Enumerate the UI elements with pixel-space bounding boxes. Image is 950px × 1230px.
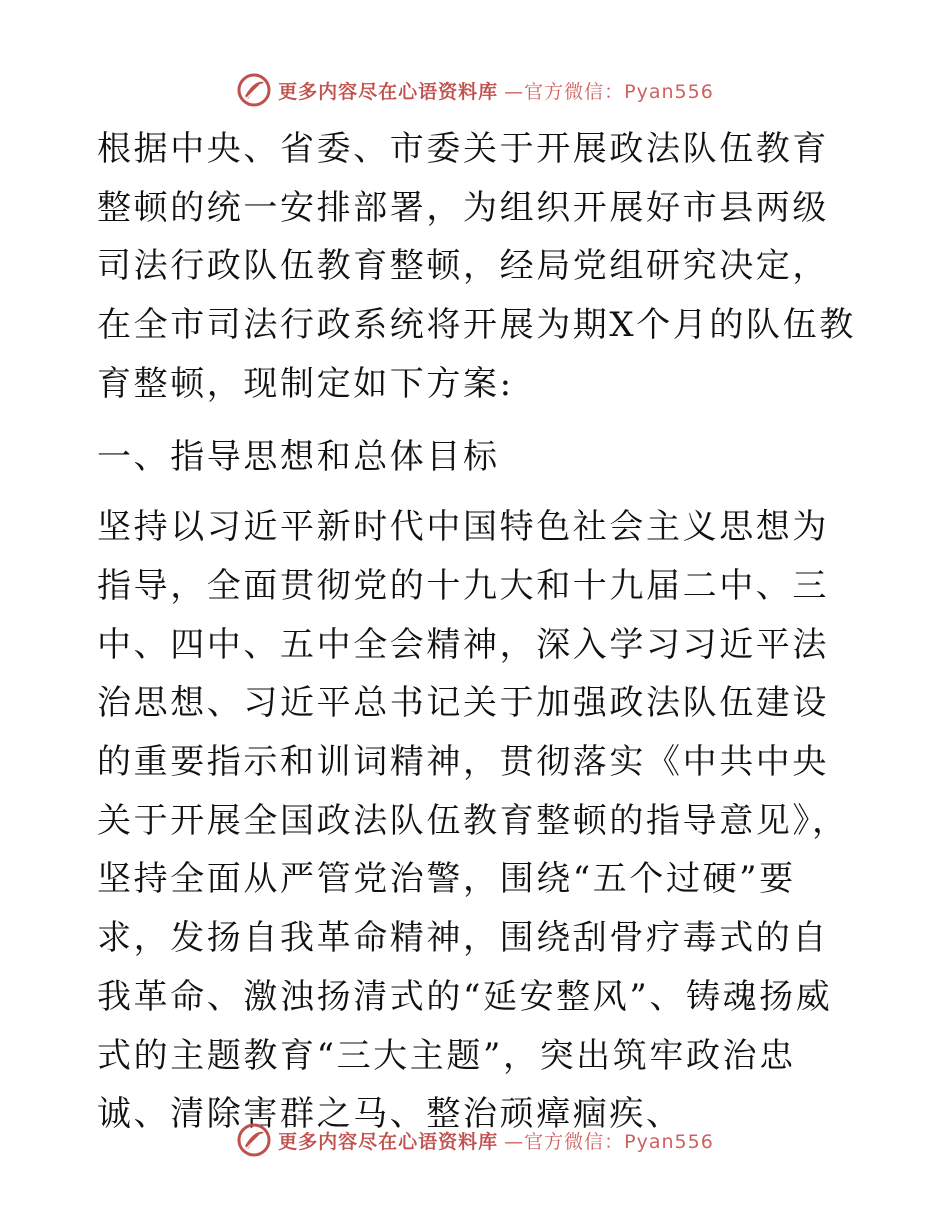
brand-text: 更多内容尽在心语资料库 <box>278 80 499 103</box>
book-quill-logo-icon <box>236 1122 272 1158</box>
section-heading: 一、指导思想和总体目标 <box>97 436 500 477</box>
wechat-text: —官方微信：Pyan556 <box>504 1130 714 1153</box>
document-body <box>97 120 857 1144</box>
brand-text: 更多内容尽在心语资料库 <box>278 1130 499 1153</box>
intro-paragraph: 根据中央、省委、市委关于开展政法队伍教育整顿的统一安排部署，为组织开展好市县两级司法行政队伍教育整顿，经局党组研究决定，在全市司法行政系统将开展为期X个月的队伍教育整顿，现制定如下方案: <box>97 129 856 404</box>
section-paragraph: 坚持以习近平新时代中国特色社会主义思想为指导，全面贯彻党的十九大和十九届二中、三中、四中、五中全会精神，深入学习习近平法治思想、习近平总书记关于加强政法队伍建设的重要指示和训词精神，贯彻落实《中共中央关于开展全国政法队伍教育整顿的指导意见》，坚持全面从严管党治警，围绕“五个过硬”要求，发扬自我革命精神，围绕刮骨疗毒式的自我革命、激浊扬清式的“延安整风”、铸魂扬威式的主题教育“三大主题”，突出筑牢政治忠诚、清除害群之马、整治顽瘴痼疾、 <box>97 507 849 1135</box>
book-quill-logo-icon <box>236 72 272 108</box>
footer-watermark <box>0 1120 950 1160</box>
header-watermark <box>0 70 950 110</box>
wechat-text: —官方微信：Pyan556 <box>504 80 714 103</box>
